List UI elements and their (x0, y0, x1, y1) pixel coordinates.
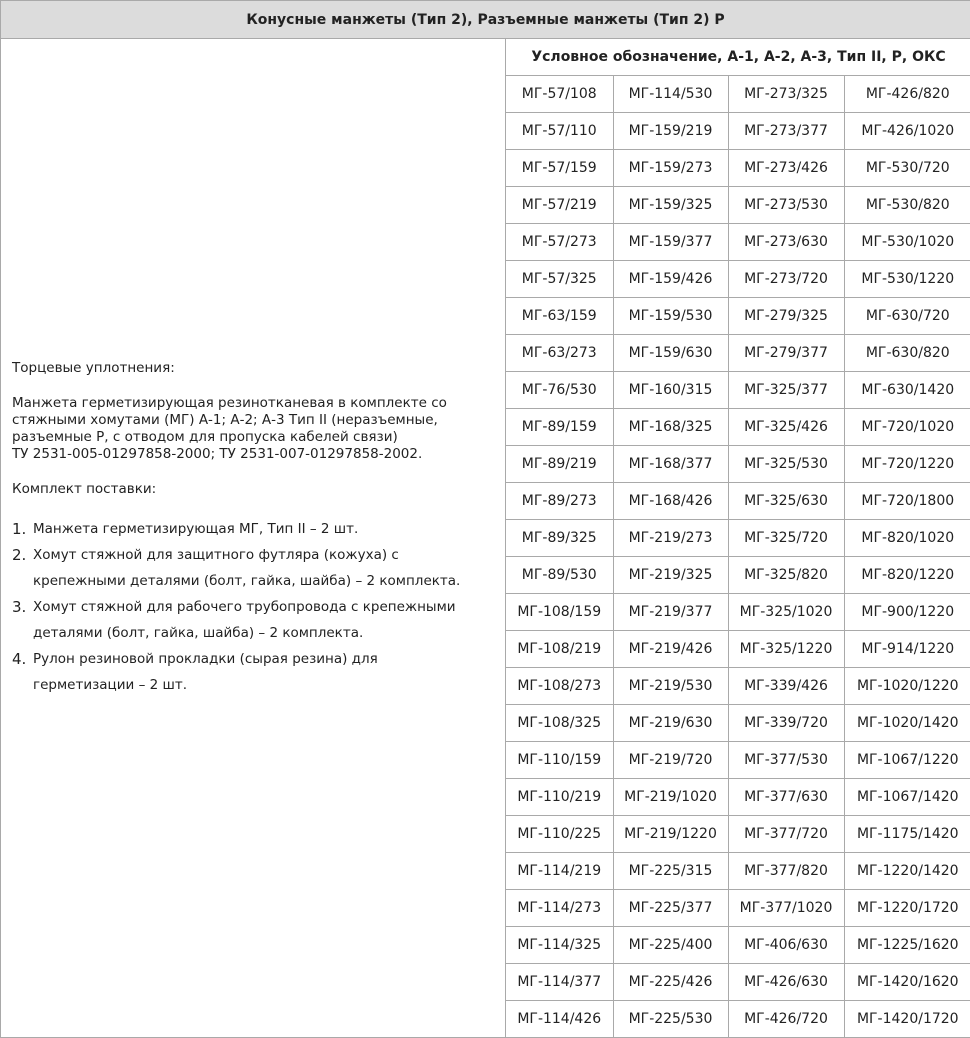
kit-list-item (12, 594, 492, 646)
description-content (12, 360, 492, 698)
kit-item-line: Хомут стяжной для защитного футляра (кожуха) с (33, 547, 399, 563)
table-cell: МГ-219/630 (613, 705, 728, 742)
description-heading: Торцевые уплотнения: (12, 360, 175, 376)
table-cell: МГ-159/273 (613, 150, 728, 187)
table-cell: МГ-273/377 (728, 113, 844, 150)
table-cell: МГ-1220/1720 (844, 890, 970, 927)
table-cell: МГ-377/630 (728, 779, 844, 816)
table-cell: МГ-325/530 (728, 446, 844, 483)
table-row (506, 668, 970, 705)
table-cell: МГ-720/1220 (844, 446, 970, 483)
table-row (506, 594, 970, 631)
kit-item-line: деталями (болт, гайка, шайба) – 2 комплекта. (33, 625, 364, 641)
table-row (506, 150, 970, 187)
table-cell: МГ-426/1020 (844, 113, 970, 150)
table-cell: МГ-426/720 (728, 1001, 844, 1038)
table-row (506, 372, 970, 409)
table-row (506, 927, 970, 964)
table-cell: МГ-108/219 (506, 631, 613, 668)
kit-item-number: 4. (12, 650, 27, 668)
table-row (506, 779, 970, 816)
table-row (506, 853, 970, 890)
table-cell: МГ-219/1020 (613, 779, 728, 816)
table-header-row (506, 39, 970, 76)
table-cell: МГ-1020/1220 (844, 668, 970, 705)
table-cell: МГ-114/273 (506, 890, 613, 927)
kit-item-text (33, 516, 358, 542)
kit-heading: Комплект поставки: (12, 481, 157, 497)
table-cell: МГ-377/720 (728, 816, 844, 853)
table-cell: МГ-325/720 (728, 520, 844, 557)
table-cell: МГ-279/377 (728, 335, 844, 372)
table-row (506, 705, 970, 742)
description-line: разъемные Р, с отводом для пропуска кабелей связи) (12, 429, 398, 445)
table-cell: МГ-279/325 (728, 298, 844, 335)
table-cell: МГ-377/1020 (728, 890, 844, 927)
table-cell: МГ-219/530 (613, 668, 728, 705)
kit-item-line: Рулон резиновой прокладки (сырая резина) для (33, 651, 378, 667)
kit-item-text (33, 594, 456, 646)
table-cell: МГ-273/530 (728, 187, 844, 224)
kit-item-text (33, 542, 460, 594)
kit-list-item (12, 516, 492, 542)
table-cell: МГ-108/325 (506, 705, 613, 742)
table-cell: МГ-159/219 (613, 113, 728, 150)
table-cell: МГ-159/325 (613, 187, 728, 224)
table-cell: МГ-57/325 (506, 261, 613, 298)
table-cell: МГ-273/630 (728, 224, 844, 261)
table-row (506, 261, 970, 298)
table-cell: МГ-63/159 (506, 298, 613, 335)
table-cell: МГ-57/159 (506, 150, 613, 187)
table-row (506, 742, 970, 779)
table-cell: МГ-1225/1620 (844, 927, 970, 964)
table-cell: МГ-1020/1420 (844, 705, 970, 742)
table-cell: МГ-168/325 (613, 409, 728, 446)
table-cell: МГ-63/273 (506, 335, 613, 372)
table-cell: МГ-89/273 (506, 483, 613, 520)
table-cell: МГ-57/110 (506, 113, 613, 150)
table-cell: МГ-1067/1220 (844, 742, 970, 779)
kit-list-item (12, 646, 492, 698)
table-cell: МГ-377/530 (728, 742, 844, 779)
table-row (506, 557, 970, 594)
table-body (506, 76, 970, 1038)
table-cell: МГ-114/530 (613, 76, 728, 113)
table-cell: МГ-325/1020 (728, 594, 844, 631)
table-cell: МГ-530/820 (844, 187, 970, 224)
table-cell: МГ-219/377 (613, 594, 728, 631)
table-cell: МГ-325/630 (728, 483, 844, 520)
kit-item-number: 2. (12, 546, 27, 564)
table-cell: МГ-57/219 (506, 187, 613, 224)
table-row (506, 890, 970, 927)
table-cell: МГ-273/325 (728, 76, 844, 113)
description-cell (1, 39, 506, 1037)
table-row (506, 483, 970, 520)
table-cell: МГ-159/530 (613, 298, 728, 335)
table-cell: МГ-630/1420 (844, 372, 970, 409)
table-cell: МГ-325/426 (728, 409, 844, 446)
table-cell: МГ-219/325 (613, 557, 728, 594)
kit-item-number: 1. (12, 520, 27, 538)
table-cell: МГ-530/720 (844, 150, 970, 187)
description-line: стяжными хомутами (МГ) А-1; А-2; А-3 Тип II (неразъемные, (12, 412, 438, 428)
table-cell: МГ-1420/1620 (844, 964, 970, 1001)
kit-item-line: герметизации – 2 шт. (33, 677, 188, 693)
table-cell: МГ-114/426 (506, 1001, 613, 1038)
table-cell: МГ-219/273 (613, 520, 728, 557)
table-cell: МГ-168/426 (613, 483, 728, 520)
table-cell: МГ-89/530 (506, 557, 613, 594)
kit-list-item (12, 542, 492, 594)
table-row (506, 964, 970, 1001)
table-row (506, 113, 970, 150)
table-cell: МГ-530/1020 (844, 224, 970, 261)
table-cell: МГ-89/219 (506, 446, 613, 483)
table-row (506, 520, 970, 557)
table-cell: МГ-225/530 (613, 1001, 728, 1038)
table-cell: МГ-89/159 (506, 409, 613, 446)
table-cell: МГ-377/820 (728, 853, 844, 890)
table-cell: МГ-57/273 (506, 224, 613, 261)
table-cell: МГ-530/1220 (844, 261, 970, 298)
table-cell: МГ-114/219 (506, 853, 613, 890)
table-cell: МГ-225/315 (613, 853, 728, 890)
table-cell: МГ-225/377 (613, 890, 728, 927)
table-cell: МГ-219/720 (613, 742, 728, 779)
table-cell: МГ-225/400 (613, 927, 728, 964)
table-cell: МГ-900/1220 (844, 594, 970, 631)
table-title: Конусные манжеты (Тип 2), Разъемные манжеты (Тип 2) Р (1, 1, 970, 39)
table-row (506, 409, 970, 446)
kit-item-line: Хомут стяжной для рабочего трубопровода с крепежными (33, 599, 456, 615)
table-cell: МГ-89/325 (506, 520, 613, 557)
table-cell: МГ-159/426 (613, 261, 728, 298)
table-row (506, 335, 970, 372)
description-line: ТУ 2531-005-01297858-2000; ТУ 2531-007-01297858-2002. (12, 446, 423, 462)
table-cell: МГ-108/159 (506, 594, 613, 631)
table-row (506, 187, 970, 224)
table-cell: МГ-339/720 (728, 705, 844, 742)
table-cell: МГ-1420/1720 (844, 1001, 970, 1038)
table-cell: МГ-159/630 (613, 335, 728, 372)
kit-item-text (33, 646, 378, 698)
kit-list (12, 516, 492, 698)
table-cell: МГ-108/273 (506, 668, 613, 705)
table-cell: МГ-426/630 (728, 964, 844, 1001)
table-cell: МГ-325/820 (728, 557, 844, 594)
table-cell: МГ-160/315 (613, 372, 728, 409)
table-cell: МГ-110/225 (506, 816, 613, 853)
description-text (12, 395, 492, 463)
table-cell: МГ-110/219 (506, 779, 613, 816)
table-row (506, 631, 970, 668)
table-cell: МГ-406/630 (728, 927, 844, 964)
table-cell: МГ-1175/1420 (844, 816, 970, 853)
table-cell: МГ-720/1800 (844, 483, 970, 520)
table-cell: МГ-720/1020 (844, 409, 970, 446)
table-cell: МГ-57/108 (506, 76, 613, 113)
kit-item-line: Манжета герметизирующая МГ, Тип II – 2 шт. (33, 521, 359, 537)
table-cell: МГ-273/426 (728, 150, 844, 187)
table-cell: МГ-325/1220 (728, 631, 844, 668)
table-cell: МГ-1067/1420 (844, 779, 970, 816)
table-row (506, 1001, 970, 1038)
table-cell: МГ-820/1020 (844, 520, 970, 557)
table-cell: МГ-168/377 (613, 446, 728, 483)
table-header: Условное обозначение, А-1, А-2, А-3, Тип II, Р, ОКС (506, 39, 970, 76)
kit-item-number: 3. (12, 598, 27, 616)
table-cell: МГ-225/426 (613, 964, 728, 1001)
table-row (506, 224, 970, 261)
designation-table-area (506, 39, 970, 1037)
table-cell: МГ-76/530 (506, 372, 613, 409)
table-cell: МГ-219/426 (613, 631, 728, 668)
table-row (506, 446, 970, 483)
table-cell: МГ-219/1220 (613, 816, 728, 853)
table-cell: МГ-110/159 (506, 742, 613, 779)
table-cell: МГ-914/1220 (844, 631, 970, 668)
table-cell: МГ-1220/1420 (844, 853, 970, 890)
table-cell: МГ-273/720 (728, 261, 844, 298)
table-cell: МГ-820/1220 (844, 557, 970, 594)
table-row (506, 298, 970, 335)
table-cell: МГ-159/377 (613, 224, 728, 261)
kit-item-line: крепежными деталями (болт, гайка, шайба) – 2 комплекта. (33, 573, 461, 589)
table-row (506, 816, 970, 853)
table-cell: МГ-114/377 (506, 964, 613, 1001)
table-cell: МГ-114/325 (506, 927, 613, 964)
table-cell: МГ-630/720 (844, 298, 970, 335)
description-line: Манжета герметизирующая резинотканевая в комплекте со (12, 395, 447, 411)
table-row (506, 76, 970, 113)
table-cell: МГ-630/820 (844, 335, 970, 372)
table-cell: МГ-339/426 (728, 668, 844, 705)
table-cell: МГ-426/820 (844, 76, 970, 113)
designation-table (506, 39, 970, 1038)
table-cell: МГ-325/377 (728, 372, 844, 409)
